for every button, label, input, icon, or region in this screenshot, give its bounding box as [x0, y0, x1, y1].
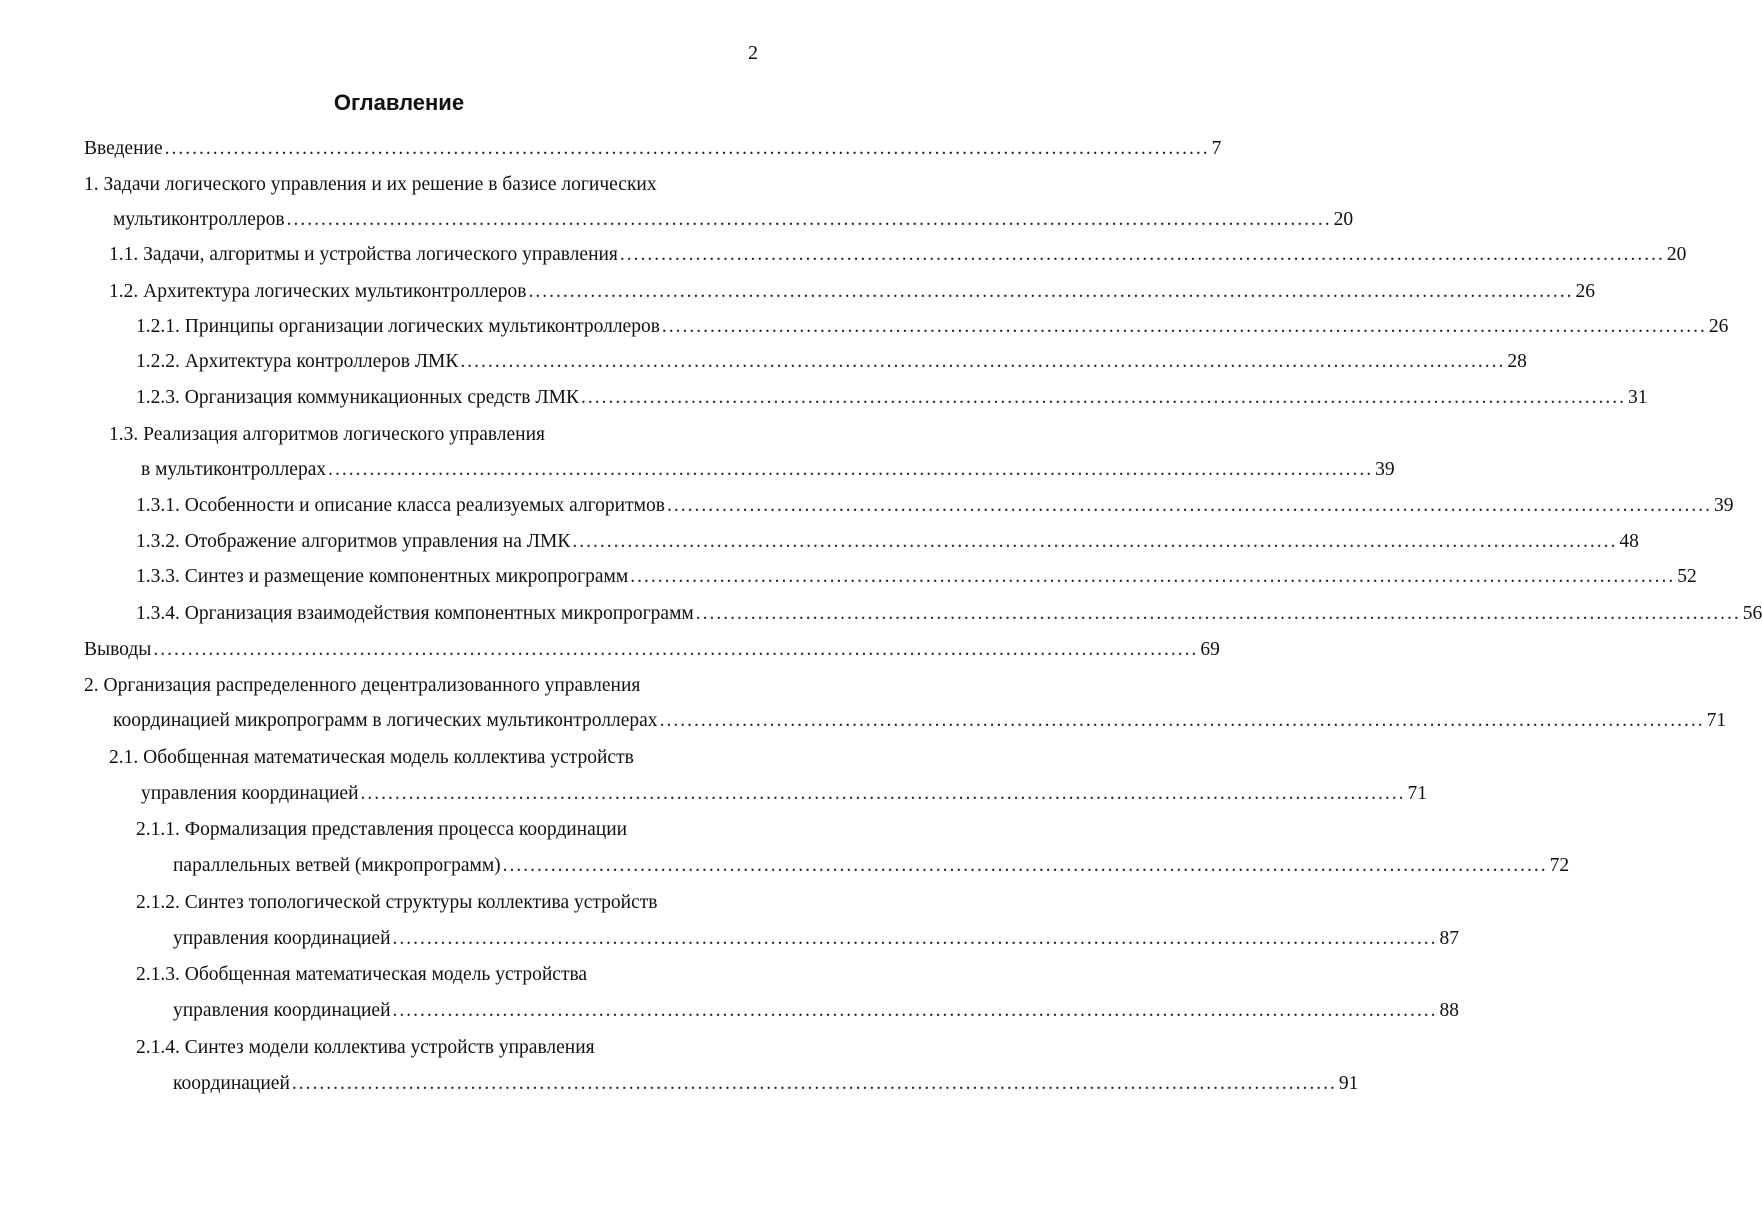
toc-entry-page: 91	[1338, 1073, 1359, 1094]
toc-entry-page: 20	[1333, 209, 1354, 230]
toc-entry-1-2	[109, 280, 1595, 304]
toc-title: Оглавление	[333, 90, 465, 115]
toc-entry-heading: 2.1.3. Обобщенная математическая модель устройства	[136, 964, 588, 985]
toc-entry-text: 1.2.1. Принципы организации логических мультиконтроллеров	[136, 316, 660, 337]
toc-entry-introduction	[84, 137, 1222, 161]
toc-entry-page: 52	[1677, 566, 1697, 587]
toc-entry-heading: 2. Организация распределенного децентрализованного управления	[84, 675, 641, 696]
toc-entry-2-1-2	[173, 927, 1460, 951]
toc-entry-2-1-3	[173, 999, 1460, 1023]
toc-entry-page: 72	[1549, 855, 1570, 876]
toc-entry-page: 88	[1439, 1000, 1460, 1021]
dot-leader: ........................................................................................................................................................	[460, 351, 1506, 372]
toc-entry-text: 1.2. Архитектура логических мультиконтроллеров	[109, 281, 527, 302]
toc-entry-page: 28	[1507, 351, 1527, 372]
toc-entry-text: мультиконтроллеров	[113, 209, 285, 230]
toc-entry-1-3-3	[136, 565, 1697, 589]
dot-leader: ........................................................................................................................................................	[695, 603, 1741, 624]
toc-entry-page: 39	[1375, 459, 1395, 480]
toc-entry-1-2-2	[136, 350, 1527, 374]
toc-entry-text: 1.3.1. Особенности и описание класса реализуемых алгоритмов	[136, 495, 665, 516]
toc-entry-chapter-2	[113, 709, 1727, 733]
dot-leader: ........................................................................................................................................................	[661, 316, 1707, 337]
dot-leader: ........................................................................................................................................................	[286, 209, 1332, 230]
toc-entry-text: 1.2.2. Архитектура контроллеров ЛМК	[136, 351, 459, 372]
dot-leader: ........................................................................................................................................................	[619, 244, 1665, 265]
dot-leader: ........................................................................................................................................................	[360, 783, 1406, 804]
toc-entry-heading: 1.3. Реализация алгоритмов логического управления	[109, 424, 546, 445]
dot-leader: ........................................................................................................................................................	[572, 531, 1618, 552]
toc-entry-text: 1.3.3. Синтез и размещение компонентных микропрограмм	[136, 566, 629, 587]
toc-entry-page: 20	[1666, 244, 1687, 265]
dot-leader: ........................................................................................................................................................	[328, 459, 1374, 480]
toc-entry-1-3-1	[136, 494, 1734, 518]
toc-entry-page: 39	[1713, 495, 1734, 516]
toc-entry-2-1	[141, 782, 1428, 806]
dot-leader: ........................................................................................................................................................	[164, 138, 1210, 159]
toc-entry-text: 1.1. Задачи, алгоритмы и устройства логического управления	[109, 244, 618, 265]
toc-entry-text: координацией микропрограмм в логических мультиконтроллерах	[113, 710, 658, 731]
dot-leader: ........................................................................................................................................................	[630, 566, 1676, 587]
toc-entry-page: 31	[1627, 387, 1648, 408]
toc-entry-1-2-1	[136, 315, 1729, 339]
toc-entry-1-2-3	[136, 386, 1648, 410]
toc-entry-heading: 2.1.4. Синтез модели коллектива устройств управления	[136, 1037, 595, 1058]
toc-entry-page: 71	[1706, 710, 1727, 731]
toc-entry-1-3-2	[136, 530, 1639, 554]
toc-entry-page: 87	[1439, 928, 1460, 949]
dot-leader: ........................................................................................................................................................	[666, 495, 1712, 516]
dot-leader: ........................................................................................................................................................	[659, 710, 1705, 731]
toc-entry-page: 26	[1575, 281, 1595, 302]
toc-entry-chapter-1	[113, 208, 1354, 232]
dot-leader: ........................................................................................................................................................	[392, 1000, 1438, 1021]
toc-entry-2-1-1	[173, 854, 1570, 878]
dot-leader: ........................................................................................................................................................	[392, 928, 1438, 949]
toc-entry-heading: 2.1.2. Синтез топологической структуры коллектива устройств	[136, 892, 658, 913]
toc-entry-text: 1.3.4. Организация взаимодействия компонентных микропрограмм	[136, 603, 694, 624]
toc-entry-page: 48	[1619, 531, 1639, 552]
dot-leader: ........................................................................................................................................................	[528, 281, 1574, 302]
toc-entry-1-3-4	[136, 602, 1762, 626]
toc-entry-page: 69	[1200, 639, 1220, 660]
toc-entry-text: координацией	[173, 1073, 290, 1094]
toc-entry-heading: 2.1.1. Формализация представления процесса координации	[136, 819, 628, 840]
dot-leader: ........................................................................................................................................................	[502, 855, 1548, 876]
toc-entry-page: 56	[1742, 603, 1762, 624]
toc-entry-text: параллельных ветвей (микропрограмм)	[173, 855, 501, 876]
toc-entry-text: управления координацией	[141, 783, 359, 804]
toc-entry-heading: 2.1. Обобщенная математическая модель коллектива устройств	[109, 747, 634, 768]
toc-entry-text: Выводы	[84, 639, 152, 660]
toc-entry-page: 26	[1708, 316, 1729, 337]
toc-entry-text: 1.2.3. Организация коммуникационных средств ЛМК	[136, 387, 579, 408]
dot-leader: ........................................................................................................................................................	[291, 1073, 1337, 1094]
toc-entry-1-3	[141, 458, 1395, 482]
toc-entry-2-1-4	[173, 1072, 1359, 1096]
toc-entry-text: Введение	[84, 138, 163, 159]
toc-entry-text: управления координацией	[173, 1000, 391, 1021]
toc-entry-page: 7	[1211, 138, 1222, 159]
toc-entry-page: 71	[1407, 783, 1428, 804]
dot-leader: ........................................................................................................................................................	[580, 387, 1626, 408]
toc-entry-1-1	[109, 243, 1687, 267]
toc-entry-text: в мультиконтроллерах	[141, 459, 327, 480]
toc-entry-conclusions	[84, 638, 1220, 662]
page-number: 2	[748, 42, 758, 64]
toc-entry-heading: 1. Задачи логического управления и их решение в базисе логических	[84, 174, 657, 195]
toc-entry-text: 1.3.2. Отображение алгоритмов управления на ЛМК	[136, 531, 571, 552]
toc-entry-text: управления координацией	[173, 928, 391, 949]
dot-leader: ........................................................................................................................................................	[153, 639, 1199, 660]
